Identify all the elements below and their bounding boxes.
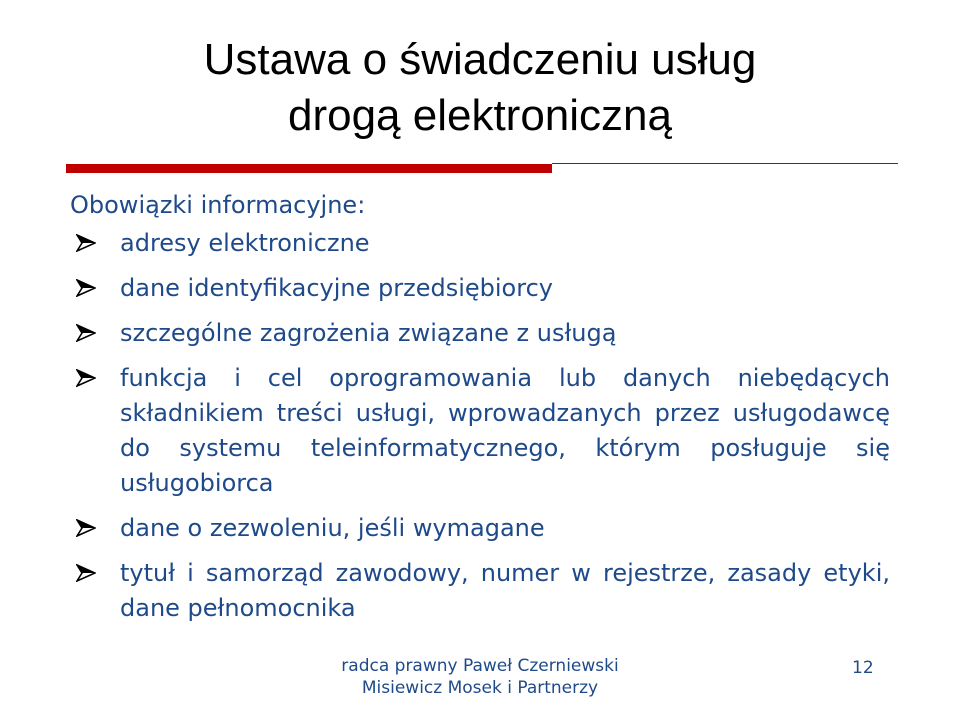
title-line-1: Ustawa o świadczeniu usług bbox=[203, 35, 757, 84]
slide-title bbox=[60, 32, 900, 144]
list-item-text: tytuł i samorząd zawodowy, numer w rejestrze, zasady etyki, dane pełnomocnika bbox=[120, 559, 890, 622]
bullet-list bbox=[70, 226, 890, 636]
list-item-text: szczególne zagrożenia związane z usługą bbox=[120, 319, 617, 347]
arrowhead-bullet-icon bbox=[76, 519, 96, 537]
arrowhead-bullet-icon bbox=[76, 279, 96, 297]
list-item-text: adresy elektroniczne bbox=[120, 229, 370, 257]
intro-text: Obowiązki informacyjne: bbox=[70, 191, 366, 219]
list-item-text: funkcja i cel oprogramowania lub danych niebędących składnikiem treści usługi, wprowadzanych przez usługodawcę do systemu teleinformatycznego, którym posługuje się usługobiorca bbox=[120, 364, 890, 497]
arrowhead-bullet-icon bbox=[76, 369, 96, 387]
arrowhead-bullet-icon bbox=[76, 324, 96, 342]
list-item bbox=[70, 226, 890, 261]
arrowhead-bullet-icon bbox=[76, 564, 96, 582]
title-line-2: drogą elektroniczną bbox=[287, 91, 672, 140]
page-number: 12 bbox=[852, 658, 874, 678]
footer-firm-name: Misiewicz Mosek i Partnerzy bbox=[361, 678, 599, 698]
list-item-text: dane o zezwoleniu, jeśli wymagane bbox=[120, 514, 545, 542]
arrowhead-bullet-icon bbox=[76, 234, 96, 252]
list-item bbox=[70, 361, 890, 501]
list-item bbox=[70, 511, 890, 546]
list-item bbox=[70, 316, 890, 351]
title-underline-thin bbox=[552, 163, 898, 164]
title-underline-thick bbox=[66, 164, 552, 173]
list-item bbox=[70, 556, 890, 626]
footer-author bbox=[330, 655, 630, 699]
list-item bbox=[70, 271, 890, 306]
footer-author-name: radca prawny Paweł Czerniewski bbox=[341, 656, 619, 676]
list-item-text: dane identyfikacyjne przedsiębiorcy bbox=[120, 274, 553, 302]
